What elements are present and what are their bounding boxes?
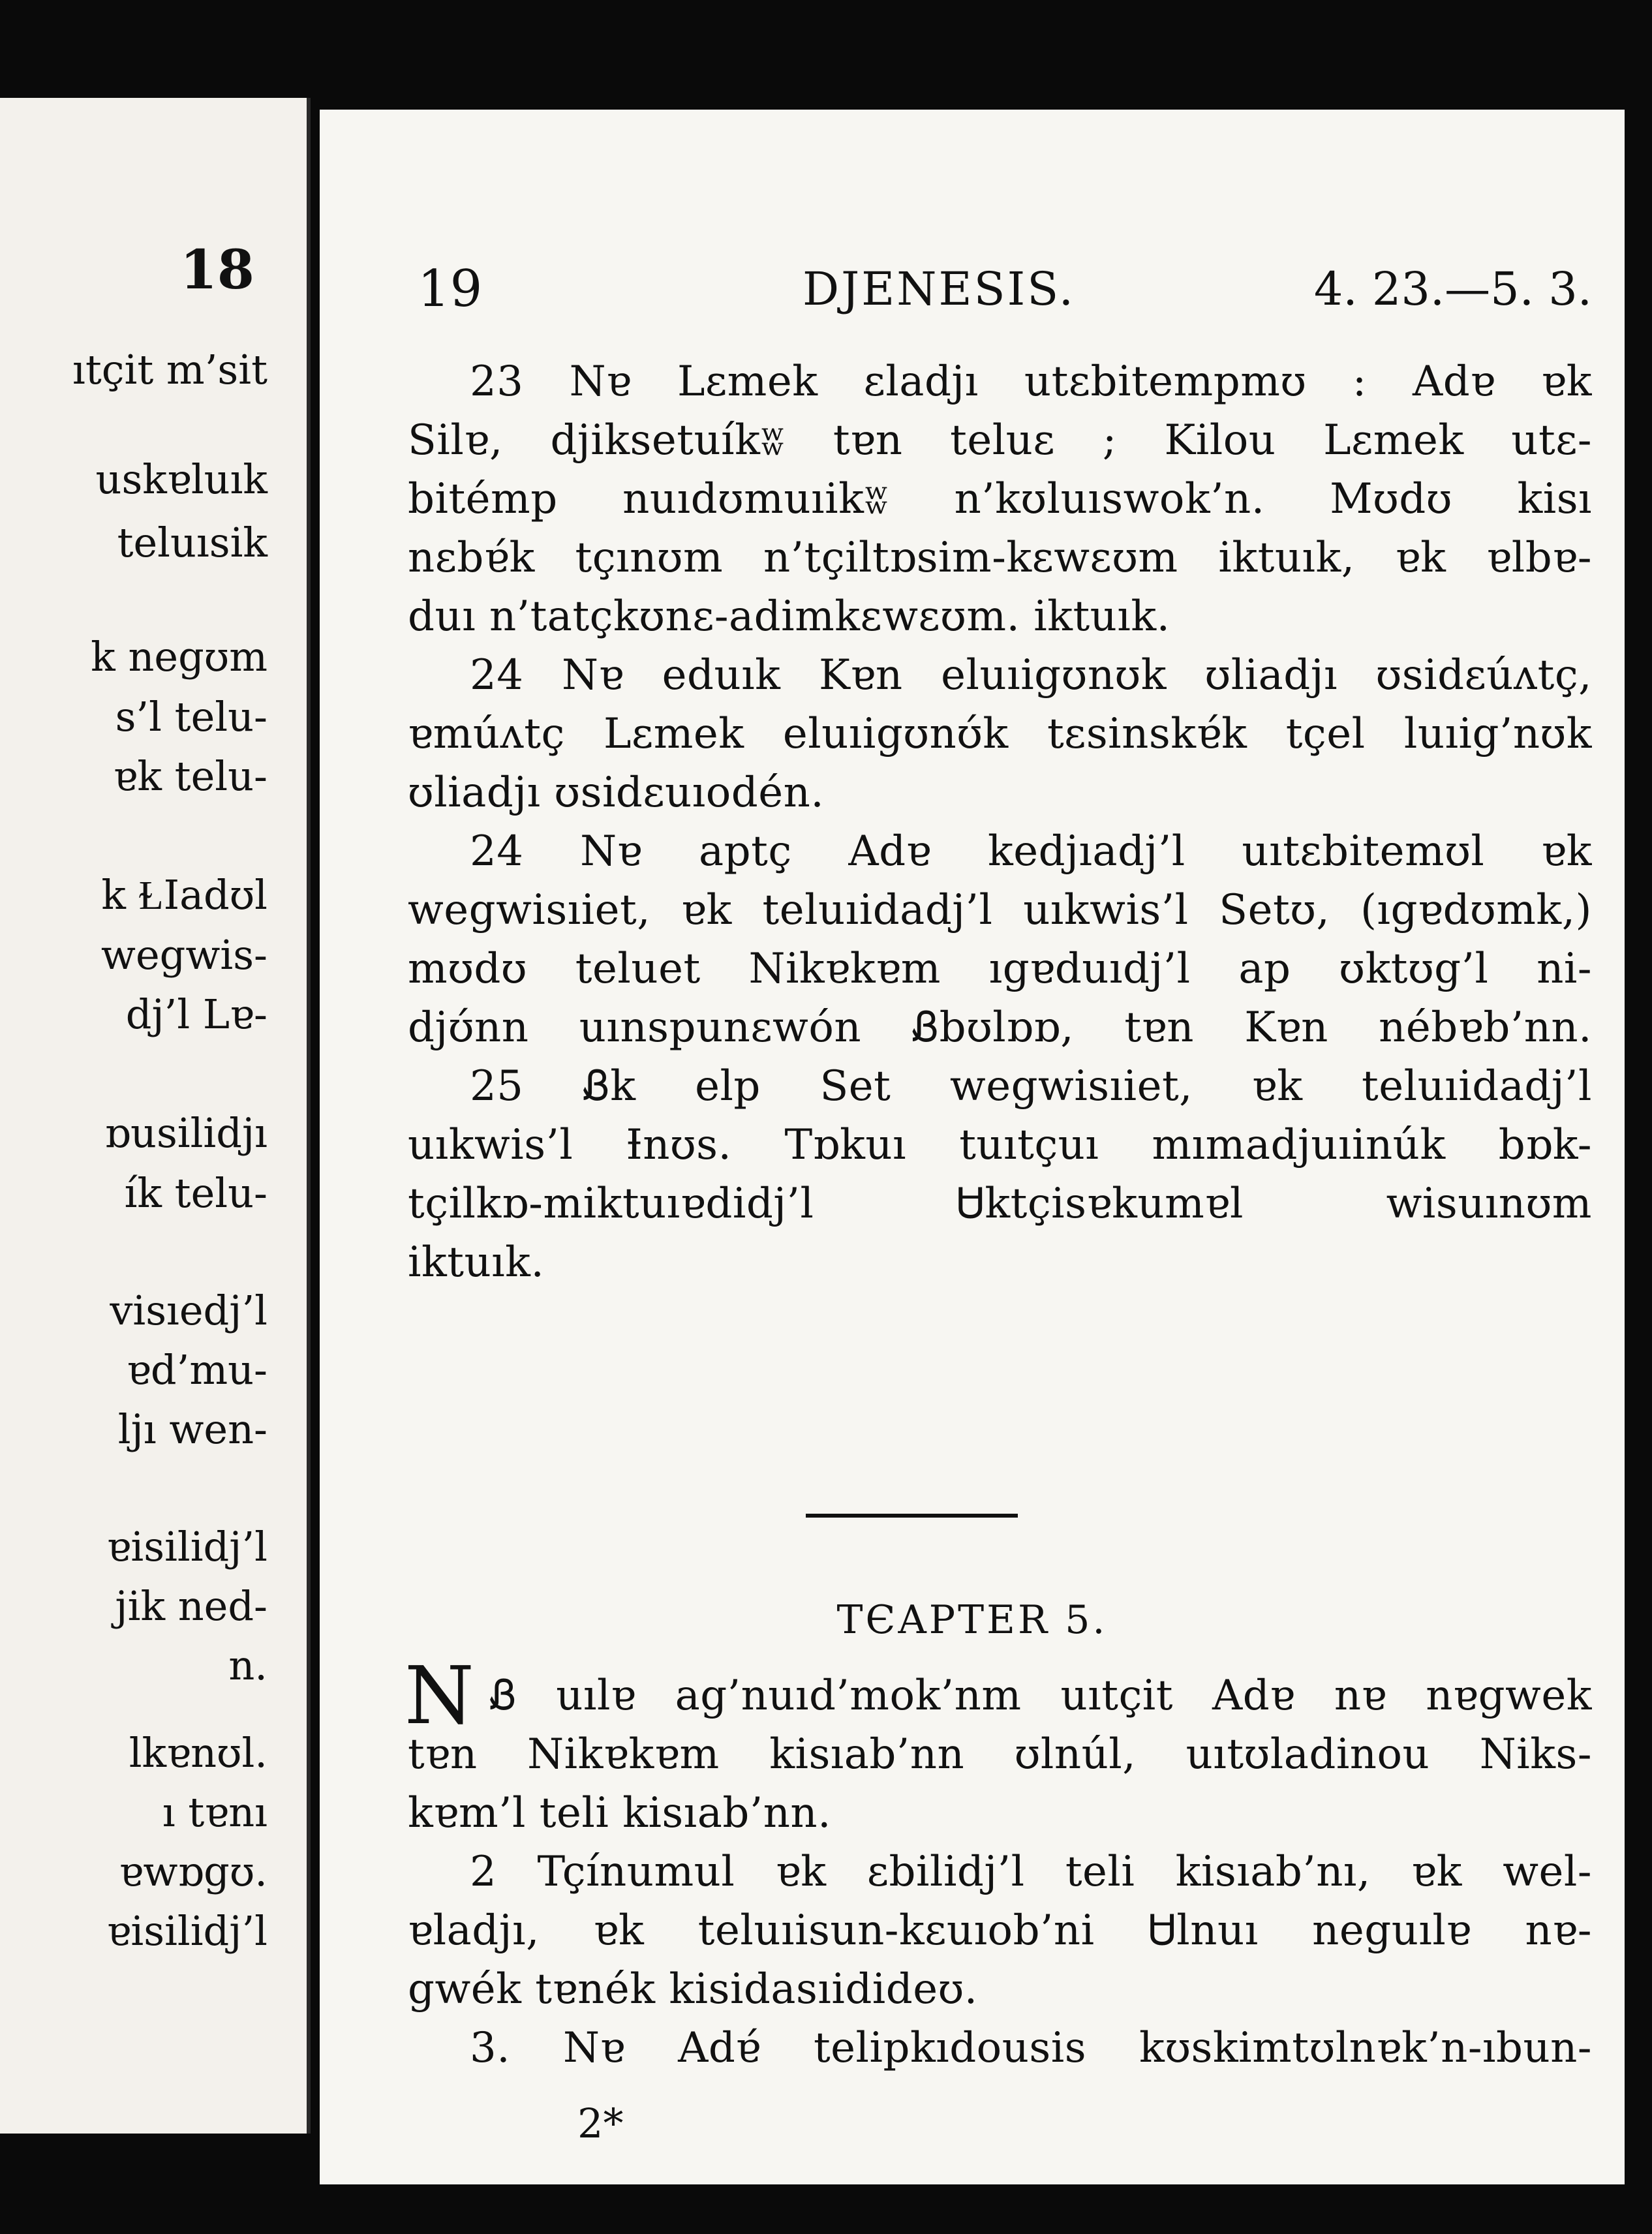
text-line: bitémp nuıdʊmuıikʬ n’kʊluıswok’n. Mʊdʊ kisı	[408, 475, 1592, 523]
chapter-title: TЄAPTER 5.	[836, 1597, 1108, 1643]
left-line: jik ned-	[115, 1582, 268, 1630]
left-line: k ⱢIadʊl	[101, 871, 268, 919]
left-line: dj’l Lɐ-	[125, 990, 268, 1038]
left-page	[0, 98, 311, 2134]
left-line: ɐk telu-	[113, 752, 268, 800]
left-line: ljı wen-	[117, 1405, 268, 1453]
right-page	[320, 110, 1625, 2184]
text-line: wegwisıiet, ɐk teluıidadj’l uıkwis’l Setʊ, (ıgɐdʊmk,)	[408, 886, 1592, 934]
text-line: djʊ́nn uınspunɛwón Ᏸbʊlɒɒ, tɐn Kɐn nébɐb’nn.	[408, 1003, 1592, 1052]
text-line: Ᏸ uılɐ ag’nuıd’mok’nm uıtçit Adɐ nɐ nɐgwek	[489, 1672, 1592, 1720]
text-line: Silɐ, djiksetuíkʬ tɐn teluɛ ; Kilou Lɛmek utɛ-	[408, 416, 1592, 465]
text-line: 24 Nɐ eduık Kɐn eluıigʊnʊk ʊliadjı ʊsidɛúʌtç,	[470, 651, 1592, 699]
left-line: ıtçit m’sit	[72, 346, 268, 393]
text-line: ɐladjı, ɐk teluıisun-kɛuıob’ni Ꮜlnuı neguılɐ nɐ-	[408, 1906, 1592, 1955]
page-number: 19	[418, 260, 483, 318]
left-line: k negʊm	[91, 633, 268, 681]
left-line: lkɐnʊl.	[129, 1729, 268, 1777]
drop-cap: N	[405, 1649, 474, 1742]
left-line: ı tɐnı	[162, 1788, 268, 1836]
text-line: uıkwis’l Ɨnʊs. Tɒkuı tuıtçuı mımadjuıinúk bɒk-	[408, 1121, 1592, 1169]
left-line: wegwis-	[100, 931, 268, 979]
left-line: ík telu-	[124, 1169, 268, 1217]
left-line: ɐwɒgʊ.	[119, 1848, 268, 1895]
text-line: gwék tɐnék kisidasıidideʊ.	[408, 1965, 978, 2013]
text-line: kɐm’l teli kisıab’nn.	[408, 1789, 831, 1837]
text-line: iktuık.	[408, 1238, 545, 1287]
text-line: ɐmúʌtç Lɛmek eluıigʊnʊ́k tɛsinskɐ́k tçel luıig’nʊk	[408, 710, 1592, 758]
verse-reference: 4. 23.—5. 3.	[1313, 262, 1592, 316]
left-line: teluısik	[117, 519, 268, 566]
left-line: ɐisilidj’l	[106, 1523, 268, 1570]
text-line: 24 Nɐ aptç Adɐ kedjıadj’l uıtɛbitemʊl ɐk	[470, 827, 1592, 876]
text-line: 3. Nɐ Adɐ́ telipkıdousis kʊskimtʊlnɐk’n-ıbun-	[470, 2024, 1592, 2072]
text-line: nɛbɐ́k tçınʊm n’tçiltɒsim-kɛwɛʊm iktuık, ɐk ɐlbɐ-	[408, 534, 1592, 582]
text-line: ʊliadjı ʊsidɛuıodén.	[408, 769, 825, 817]
running-title: DJENESIS.	[803, 262, 1075, 316]
left-line: ɐisilidj’l	[106, 1907, 268, 1955]
left-line: ɐd’mu-	[126, 1346, 268, 1394]
left-line: n.	[228, 1642, 268, 1689]
text-line: duı n’tatçkʊnɛ-adimkɛwɛʊm. iktuık.	[408, 592, 1170, 641]
text-line: 25 Ᏸk elp Set wegwisıiet, ɐk teluıidadj’l	[470, 1062, 1592, 1110]
left-page-number: 18	[179, 239, 254, 301]
text-line: tçilkɒ-miktuıɐdidj’l Ꮜktçisɐkumɐl wisuınʊm	[408, 1180, 1592, 1228]
text-line: tɐn Nikɐkɐm kisıab’nn ʊlnúl, uıtʊladinou Niks-	[408, 1730, 1592, 1779]
left-line: ɒusilidjı	[104, 1109, 268, 1157]
signature-mark: 2*	[577, 2100, 624, 2147]
text-line: mʊdʊ teluet Nikɐkɐm ıgɐduıdj’l ap ʊktʊg’l ni-	[408, 945, 1592, 993]
left-line: visıedj’l	[110, 1287, 268, 1334]
left-line: s’l telu-	[115, 693, 268, 741]
section-divider	[806, 1514, 1018, 1518]
text-line: 2 Tçínumul ɐk ɛbilidj’l teli kisıab’nı, ɐk wel-	[470, 1848, 1592, 1896]
text-line: 23 Nɐ Lɛmek ɛladjı utɛbitempmʊ : Adɐ ɐk	[470, 358, 1592, 406]
left-line: uskɐluık	[95, 455, 268, 503]
